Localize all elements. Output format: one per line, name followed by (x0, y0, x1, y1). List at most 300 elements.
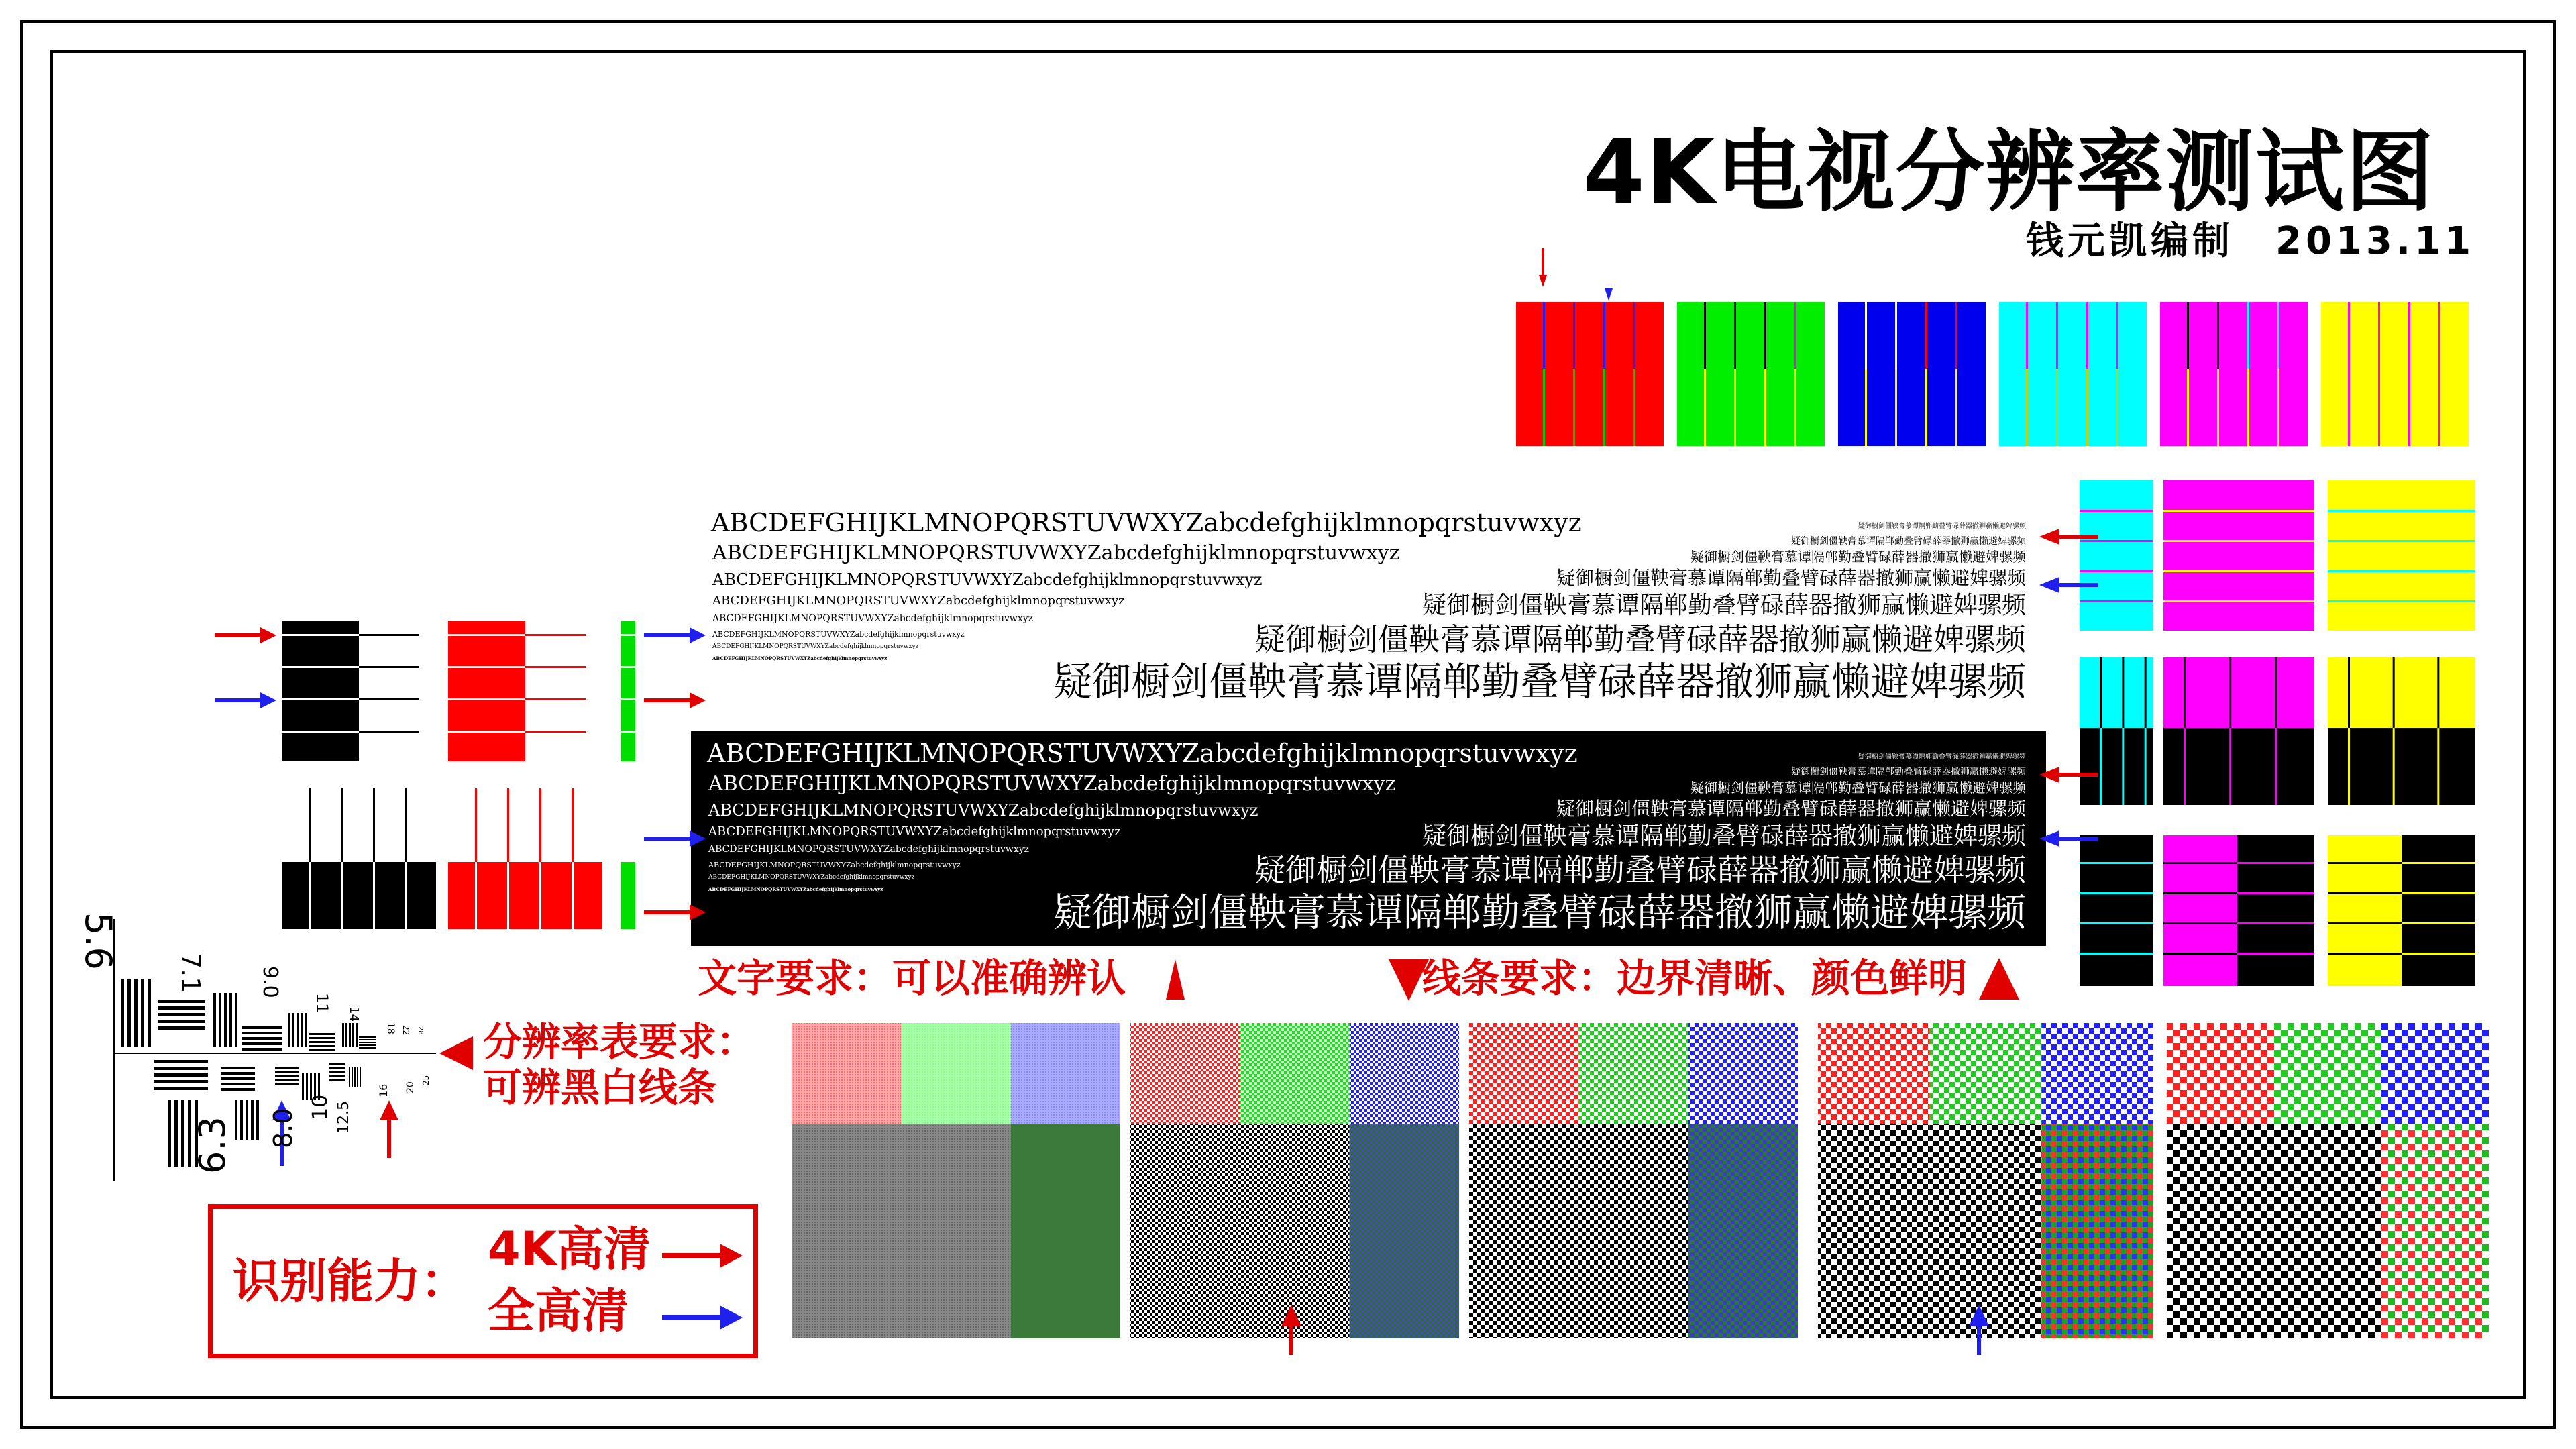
color-bar-line (1895, 302, 1897, 369)
pattern-cell (2381, 1124, 2489, 1338)
res-bar (224, 993, 227, 1046)
cjk-line-5: 疑御橱剑僵鞅膏慕谭隔郸勤叠臂碌薛器撤狮赢懒避婢骡频 (1421, 592, 2026, 619)
arrow-right-red (644, 904, 706, 920)
legend-arrows (655, 1222, 749, 1356)
color-bar-block (1999, 302, 2147, 446)
color-bar-line (2247, 302, 2249, 369)
swatch-line (2275, 657, 2277, 728)
color-bar-line (1925, 369, 1927, 446)
swatch-line (2328, 953, 2402, 955)
line-block (448, 621, 525, 761)
swatch-line (2163, 892, 2237, 894)
arrow-right-blue (644, 830, 706, 847)
res-bar (329, 1067, 345, 1069)
res-bar (275, 1071, 299, 1073)
cjk-line-4: 疑御橱剑僵鞅膏慕谭隔郸勤叠臂碌薛器撤狮赢懒避婢骡频 (1556, 567, 2026, 589)
swatch-line (2328, 510, 2475, 512)
color-bar-line (2056, 302, 2058, 369)
res-bar (241, 1037, 282, 1040)
color-bar-line (1764, 369, 1766, 446)
latin-line-2: ABCDEFGHIJKLMNOPQRSTUVWXYZabcdefghijklmnopqrstuvwxyz (708, 772, 1396, 796)
line (282, 731, 359, 733)
swatch-line (2437, 657, 2439, 728)
pattern-cell (1930, 1023, 2042, 1124)
res-bar (158, 1013, 205, 1016)
line (448, 698, 525, 700)
res-bar (221, 1072, 255, 1075)
res-bar (251, 1100, 254, 1140)
color-bar-line (2086, 369, 2088, 446)
res-bar (235, 993, 237, 1046)
legend-4k: 4K高清 (488, 1222, 651, 1277)
color-bar-block (2321, 302, 2469, 446)
color-bar-line (2056, 369, 2058, 446)
res-bar (148, 979, 151, 1046)
line (507, 788, 509, 862)
cjk-line-6: 疑御橱剑僵鞅膏慕谭隔郸勤叠臂碌薛器撤狮赢懒避婢骡频 (1254, 621, 2026, 657)
res-bar (349, 1067, 350, 1087)
color-bar-line (1895, 369, 1897, 446)
latin-line-3: ABCDEFGHIJKLMNOPQRSTUVWXYZabcdefghijklmnopqrstuvwxyz (712, 570, 1263, 589)
line (359, 666, 419, 668)
pattern-cell (2274, 1124, 2381, 1338)
swatch-line (2184, 657, 2186, 728)
cjk-line-3: 疑御橱剑僵鞅膏慕谭隔郸勤叠臂碌薛器撤狮赢懒避婢骡频 (1690, 549, 2026, 565)
color-bar-line (1734, 369, 1736, 446)
color-bar-line (2408, 369, 2410, 446)
color-bar-line (1633, 302, 1635, 369)
pattern-cell (1818, 1023, 1930, 1124)
swatch-line (2237, 953, 2314, 955)
pattern-cell (2381, 1023, 2489, 1124)
arrow-left-red (2039, 529, 2098, 545)
res-bar (309, 1041, 335, 1043)
res-bar (241, 1032, 282, 1034)
cjk-line-6: 疑御橱剑僵鞅膏慕谭隔郸勤叠臂碌薛器撤狮赢懒避婢骡频 (1254, 852, 2026, 888)
line-block (621, 621, 635, 761)
pattern-cell (1240, 1023, 1349, 1124)
res-bar (221, 1088, 255, 1091)
res-bar (219, 993, 221, 1046)
color-bar-line (2026, 302, 2028, 369)
latin-line-2: ABCDEFGHIJKLMNOPQRSTUVWXYZabcdefghijklmnopqrstuvwxyz (712, 541, 1400, 565)
line (475, 788, 477, 862)
legend-box (208, 1204, 758, 1358)
cjk-line-2: 疑御橱剑僵鞅膏慕谭隔郸勤叠臂碌薛器撤狮赢懒避婢骡频 (1791, 767, 2026, 777)
line (539, 862, 541, 929)
res-bar (329, 1075, 345, 1077)
pattern-cell (1350, 1124, 1459, 1338)
arrow-left-red (2039, 767, 2098, 783)
res-bar (359, 1047, 376, 1049)
res-num: 5.6 (77, 912, 119, 970)
res-num: 14 (347, 1006, 361, 1022)
cjk-line-1: 疑御橱剑僵鞅膏慕谭隔郸勤叠臂碌薛器撤狮赢懒避婢骡频 (1858, 523, 2026, 530)
line (525, 731, 586, 733)
swatch-line (2402, 953, 2475, 955)
res-bar (349, 1023, 351, 1046)
pattern-cell (1688, 1023, 1798, 1124)
text-sample-arrows (684, 510, 2106, 953)
line (621, 634, 635, 636)
color-bar-line (2378, 302, 2380, 369)
res-bar (256, 1100, 259, 1140)
swatch-line (2328, 600, 2475, 602)
color-bar-line (1865, 369, 1867, 446)
cjk-line-2: 疑御橱剑僵鞅膏慕谭隔郸勤叠臂碌薛器撤狮赢懒避婢骡频 (1791, 536, 2026, 547)
res-bar (356, 1023, 358, 1046)
color-bar-line (1955, 302, 1957, 369)
swatch-line (2163, 510, 2314, 512)
res-bar (329, 1063, 345, 1065)
line (282, 634, 359, 636)
res-bar (221, 1083, 255, 1085)
latin-line-4: ABCDEFGHIJKLMNOPQRSTUVWXYZabcdefghijklmnopqrstuvwxyz (708, 824, 1121, 839)
cjk-line-3: 疑御橱剑僵鞅膏慕谭隔郸勤叠臂碌薛器撤狮赢懒避婢骡频 (1690, 780, 2026, 796)
arrow-right-blue (644, 627, 706, 643)
line (539, 788, 541, 862)
color-bar-line (2026, 369, 2028, 446)
color-bar-line (2217, 302, 2219, 369)
pattern-cell (1240, 1124, 1349, 1338)
swatch (2328, 835, 2402, 986)
res-num: 6.3 (191, 1116, 233, 1174)
res-bar (359, 1036, 376, 1038)
swatch (2237, 835, 2314, 986)
swatch-line (2145, 728, 2147, 805)
swatch-line (2080, 953, 2153, 955)
res-bar (309, 1045, 335, 1047)
pattern-cell (1578, 1023, 1688, 1124)
res-bar (357, 1067, 358, 1087)
line (405, 788, 407, 862)
swatch-line (2163, 540, 2314, 542)
color-bar-line (2438, 369, 2440, 446)
res-bar (359, 1042, 376, 1043)
color-bar-line (1734, 302, 1736, 369)
color-bar-line (1603, 369, 1605, 446)
line (309, 788, 311, 862)
line (572, 788, 574, 862)
latin-line-8: ABCDEFGHIJKLMNOPQRSTUVWXYZabcdefghijklmnopqrstuvwxyz (708, 886, 883, 892)
color-bar-line (2408, 302, 2410, 369)
latin-line-5: ABCDEFGHIJKLMNOPQRSTUVWXYZabcdefghijklmnopqrstuvwxyz (708, 844, 1030, 855)
swatch-line (2328, 922, 2402, 924)
res-bar (158, 1006, 205, 1010)
res-bar (158, 1000, 205, 1003)
chart-requirement-caption-2: 可辨黑白线条 (483, 1065, 717, 1110)
latin-line-7: ABCDEFGHIJKLMNOPQRSTUVWXYZabcdefghijklmnopqrstuvwxyz (708, 874, 915, 881)
res-bar (158, 1020, 205, 1023)
swatch-line (2328, 570, 2475, 572)
swatch (2163, 835, 2237, 986)
line (507, 862, 509, 929)
legend-label: 识别能力： (233, 1254, 468, 1309)
res-bar (309, 1033, 335, 1035)
color-bar-line (1603, 302, 1605, 369)
res-num: 11 (313, 993, 331, 1014)
color-bar-line (1543, 369, 1545, 446)
pattern-cell (1930, 1124, 2042, 1338)
author-date: 钱元凯编制 2013.11 (2026, 219, 2475, 263)
color-bar-line (2277, 302, 2279, 369)
res-bar (352, 1067, 353, 1087)
res-bar (158, 1026, 205, 1030)
line (373, 788, 375, 862)
swatch-line (2437, 728, 2439, 805)
swatch-line (2237, 892, 2314, 894)
pattern-cell (1578, 1124, 1688, 1338)
res-bar (241, 1042, 282, 1045)
line (282, 698, 359, 700)
color-bar-line (2438, 302, 2440, 369)
res-bar (229, 993, 232, 1046)
res-bar (302, 1073, 304, 1100)
pattern-cell (1350, 1023, 1459, 1124)
color-bar-line (1704, 369, 1706, 446)
color-bar-line (1573, 369, 1575, 446)
pattern-cell (1469, 1124, 1578, 1338)
res-bar (168, 1100, 171, 1167)
chart-requirement-caption-1: 分辨率表要求： (483, 1019, 756, 1065)
arrow-right-blue (215, 692, 276, 708)
swatch-line (2184, 728, 2186, 805)
res-bar (306, 1073, 308, 1100)
swatch (2163, 728, 2314, 805)
latin-line-1: ABCDEFGHIJKLMNOPQRSTUVWXYZabcdefghijklmnopqrstuvwxyz (711, 508, 1582, 537)
cjk-line-5: 疑御橱剑僵鞅膏慕谭隔郸勤叠臂碌薛器撤狮赢懒避婢骡频 (1421, 822, 2026, 850)
color-bar-line (1633, 369, 1635, 446)
color-bar-line (1925, 302, 1927, 369)
res-bar (174, 1100, 178, 1167)
pattern-cell (1011, 1023, 1120, 1124)
swatch-line (2402, 862, 2475, 864)
arrow-left-red (436, 1033, 476, 1073)
res-bar (354, 1067, 356, 1087)
res-bar (275, 1079, 299, 1081)
swatch-line (2393, 728, 2395, 805)
latin-line-6: ABCDEFGHIJKLMNOPQRSTUVWXYZabcdefghijklmnopqrstuvwxyz (712, 630, 965, 639)
res-bar (329, 1071, 345, 1073)
pattern-cell (901, 1023, 1010, 1124)
arrow-up-red (380, 1100, 398, 1158)
color-bar-line (1865, 302, 1867, 369)
res-bar (297, 1013, 299, 1046)
res-bar (309, 1049, 335, 1051)
res-bar (241, 1026, 282, 1029)
latin-line-6: ABCDEFGHIJKLMNOPQRSTUVWXYZabcdefghijklmnopqrstuvwxyz (708, 861, 961, 869)
color-bar-block (1677, 302, 1825, 446)
res-bar (134, 979, 138, 1046)
color-bar-line (2116, 302, 2118, 369)
swatch-line (2237, 862, 2314, 864)
swatch-line (2122, 728, 2124, 805)
color-bar-line (1764, 302, 1766, 369)
pattern-cell (2041, 1023, 2153, 1124)
res-bar (359, 1044, 376, 1046)
res-bar (154, 1087, 208, 1090)
pattern-cell (2167, 1124, 2274, 1338)
res-bar (154, 1073, 208, 1077)
swatch (2402, 835, 2475, 986)
swatch-line (2145, 657, 2147, 728)
color-bar-line (2187, 369, 2189, 446)
color-bar-block (2160, 302, 2308, 446)
res-bar (221, 1077, 255, 1080)
line (572, 862, 574, 929)
res-bar (241, 1048, 282, 1051)
arrow-right-red (215, 627, 276, 643)
res-bar (141, 979, 144, 1046)
line (282, 666, 359, 668)
res-bar (246, 1100, 248, 1140)
line (359, 634, 419, 636)
swatch-line (2275, 728, 2277, 805)
swatch (2163, 480, 2314, 631)
swatch-line (2328, 540, 2475, 542)
color-bar-line (1573, 302, 1575, 369)
line-block (448, 862, 602, 929)
res-num: 20 (405, 1081, 416, 1093)
pattern-cell (2274, 1023, 2381, 1124)
res-bar (329, 1079, 345, 1081)
color-bar-block (1516, 302, 1664, 446)
color-bar-line (1955, 369, 1957, 446)
line (525, 634, 586, 636)
swatch-line (2229, 657, 2231, 728)
res-bar (309, 1037, 335, 1039)
res-bar (213, 993, 216, 1046)
latin-line-3: ABCDEFGHIJKLMNOPQRSTUVWXYZabcdefghijklmnopqrstuvwxyz (708, 801, 1258, 820)
line-block (621, 862, 635, 929)
arrow-left-blue (2039, 577, 2098, 593)
color-bar-line (1794, 369, 1796, 446)
line-requirement-caption: 线条要求：边界清晰、颜色鲜明 (1422, 955, 1968, 1001)
line (475, 862, 477, 929)
swatch-line (2237, 922, 2314, 924)
res-bar (352, 1023, 354, 1046)
line (448, 666, 525, 668)
color-bar-line (2187, 302, 2189, 369)
swatch-line (2328, 892, 2402, 894)
cjk-line-7: 疑御橱剑僵鞅膏慕谭隔郸勤叠臂碌薛器撤狮赢懒避婢骡频 (1053, 659, 2026, 704)
res-num: 25 (421, 1075, 431, 1085)
color-bar-line (2247, 369, 2249, 446)
res-bar (301, 1013, 303, 1046)
line (359, 698, 419, 700)
text-requirement-caption: 文字要求：可以准确辨认 (698, 955, 1126, 1001)
latin-line-8: ABCDEFGHIJKLMNOPQRSTUVWXYZabcdefghijklmnopqrstuvwxyz (712, 655, 888, 661)
cjk-line-1: 疑御橱剑僵鞅膏慕谭隔郸勤叠臂碌薛器撤狮赢懒避婢骡频 (1858, 753, 2026, 761)
pattern-cell (792, 1124, 901, 1338)
pattern-cell (1469, 1023, 1578, 1124)
res-num: 18 (385, 1022, 396, 1034)
line-block (282, 621, 359, 761)
res-num: 12.5 (335, 1101, 352, 1134)
swatch-line (2163, 922, 2237, 924)
res-bar (288, 1013, 290, 1046)
latin-line-7: ABCDEFGHIJKLMNOPQRSTUVWXYZabcdefghijklmnopqrstuvwxyz (712, 643, 919, 650)
res-bar (275, 1067, 299, 1069)
color-bar-line (2378, 369, 2380, 446)
swatch (2328, 480, 2475, 631)
swatch-line (2122, 657, 2124, 728)
color-bar-line (1704, 302, 1706, 369)
res-bar (359, 1039, 376, 1040)
res-num: 7.1 (176, 953, 205, 994)
color-bar-line (1543, 302, 1545, 369)
res-num: 22 (401, 1025, 411, 1036)
res-bar (235, 1100, 237, 1140)
swatch-line (2163, 953, 2237, 955)
swatch-line (2402, 892, 2475, 894)
color-bar-line (2086, 302, 2088, 369)
right-color-swatches (2080, 476, 2509, 986)
color-bar-line (2277, 369, 2279, 446)
pattern-cell (1818, 1124, 1930, 1338)
swatch-line (2163, 600, 2314, 602)
pattern-cell (792, 1023, 901, 1124)
cjk-line-7: 疑御橱剑僵鞅膏慕谭隔郸勤叠臂碌薛器撤狮赢懒避婢骡频 (1053, 890, 2026, 935)
pattern-cell (2041, 1124, 2153, 1338)
pattern-cell (1130, 1023, 1240, 1124)
line (341, 788, 343, 862)
color-bar-line (2348, 369, 2350, 446)
color-bar-line (2348, 302, 2350, 369)
latin-line-4: ABCDEFGHIJKLMNOPQRSTUVWXYZabcdefghijklmnopqrstuvwxyz (712, 594, 1125, 608)
swatch-line (2163, 862, 2237, 864)
res-bar (342, 1023, 344, 1046)
res-num: 9.0 (258, 966, 282, 998)
res-bar (181, 1100, 184, 1167)
pattern-cell (1011, 1124, 1120, 1338)
res-num: 28 (417, 1026, 424, 1035)
swatch-line (2393, 657, 2395, 728)
res-bar (275, 1075, 299, 1077)
latin-line-1: ABCDEFGHIJKLMNOPQRSTUVWXYZabcdefghijklmnopqrstuvwxyz (707, 739, 1578, 768)
arrow-right-red (644, 692, 706, 708)
pattern-cell (2167, 1023, 2274, 1124)
pattern-grids (785, 1023, 2502, 1358)
latin-line-5: ABCDEFGHIJKLMNOPQRSTUVWXYZabcdefghijklmnopqrstuvwxyz (712, 613, 1034, 624)
line (525, 666, 586, 668)
cjk-line-4: 疑御橱剑僵鞅膏慕谭隔郸勤叠臂碌薛器撤狮赢懒避婢骡频 (1556, 798, 2026, 820)
line (448, 634, 525, 636)
color-bar-line (2116, 369, 2118, 446)
top-color-bars (1516, 248, 2489, 449)
res-num: 8.0 (268, 1108, 298, 1148)
res-bar (154, 1060, 208, 1063)
swatch-line (2402, 922, 2475, 924)
line (448, 731, 525, 733)
res-bar (221, 1067, 255, 1069)
res-bar (127, 979, 131, 1046)
line (621, 731, 635, 733)
color-bar-block (1838, 302, 1986, 446)
res-bar (305, 1013, 307, 1046)
res-bar (345, 1023, 347, 1046)
res-bar (240, 1100, 243, 1140)
swatch-line (2348, 728, 2350, 805)
res-bar (121, 979, 124, 1046)
res-bar (292, 1013, 294, 1046)
res-bar (154, 1080, 208, 1083)
legend-fhd: 全高清 (488, 1283, 629, 1338)
page-title: 4K电视分辨率测试图 (1583, 121, 2436, 224)
line (525, 698, 586, 700)
res-num: 10 (309, 1094, 332, 1120)
res-bar (275, 1083, 299, 1085)
